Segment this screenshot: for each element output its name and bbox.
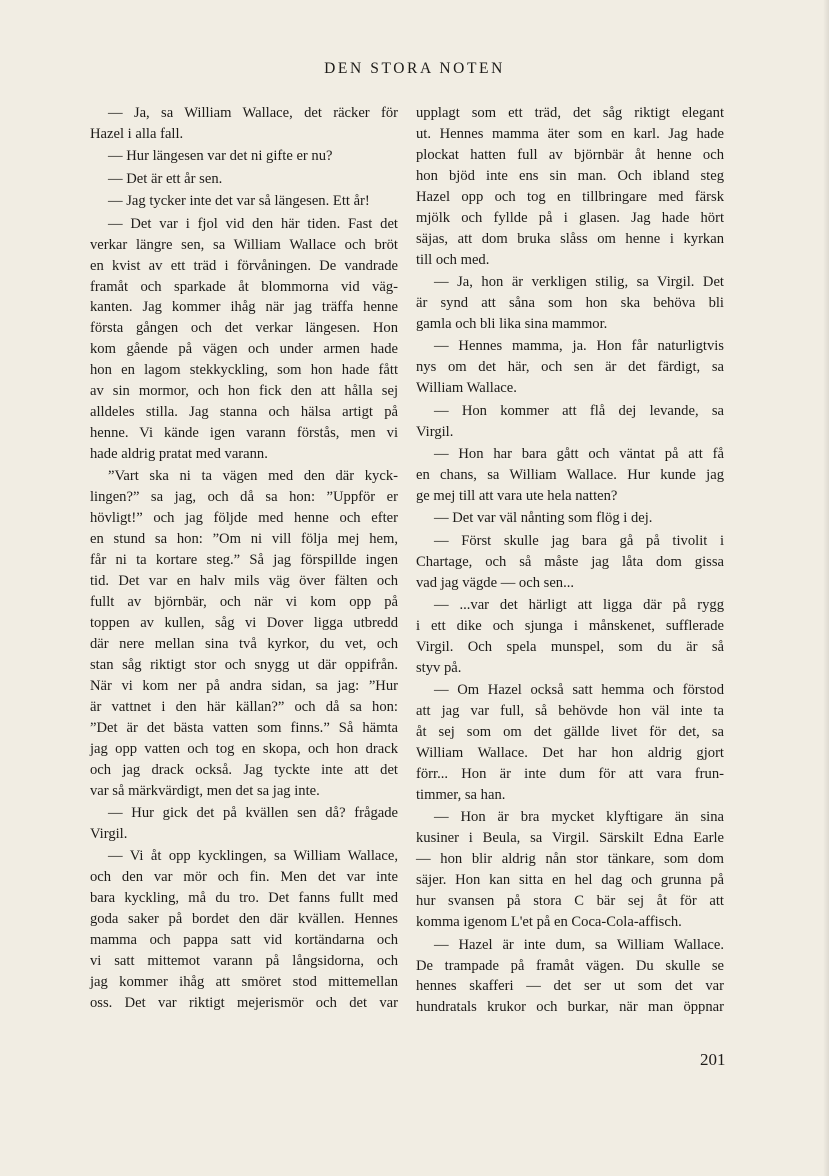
text-line: säjas, att dom bruka slåss om henne i kyrkan [416,230,724,247]
text-line: hövligt!” och jag följde med henne och efter [90,510,398,527]
text-line: tid. Det var en halv mils väg över fälten och [90,573,398,590]
text-line: är synd att såna som hon ska behöva bli [416,294,724,311]
text-line: och jag drack också. Jag tyckte inte att det [90,761,398,778]
text-line: var så märkvärdigt, men det sa jag inte. [90,782,320,799]
text-line: bara kyckling, må du tro. Det fanns fullt med [90,890,398,907]
text-line: kusiner i Beula, sa Virgil. Särskilt Edna Earle [416,830,724,847]
page-number: 201 [700,1050,726,1069]
text-line: Virgil. Och spela munspel, som du är så [416,638,724,655]
text-line: — Hazel är inte dum, sa William Wallace. [434,936,724,953]
text-line: och den var mör och fin. Men det var inte [90,869,398,886]
text-line: av sin mormor, och hon fick den att hålla sej [90,383,398,400]
text-line: en stund sa hon: ”Om ni vill följa mej hem, [90,531,398,548]
text-line: — Om Hazel också satt hemma och förstod [434,682,724,699]
text-line: William Wallace. [416,380,517,397]
text-line: kom gående på vägen och under armen hade [90,341,398,358]
left-text-column [90,103,398,1014]
text-line: jag opp vatten och tog en skopa, och hon drack [90,740,398,757]
text-line: hundratals krukor och burkar, när man öppnar [416,999,724,1016]
page-edge-shadow [823,0,829,1176]
text-line: Chartage, och så måste jag låta dom gissa [416,553,724,570]
text-line: ”Det är det bästa vatten som finns.” Så hämta [90,719,398,736]
text-line: i ett dike och sjunga i månskenet, sufflerade [416,618,724,634]
text-line: — Hon kommer att flå dej levande, sa [434,402,724,419]
text-line: — Hennes mamma, ja. Hon får naturligtvis [434,338,724,355]
text-line: första gången och det verkar längesen. Hon [90,320,398,337]
text-line: — ...var det härligt att ligga där på rygg [434,597,724,614]
text-line: hade aldrig pratat med varann. [90,446,268,462]
text-line: nys om det här, och sen är det färdigt, sa [416,359,724,376]
text-line: — Ja, sa William Wallace, det räcker för [108,105,398,121]
text-line: — Det är ett år sen. [108,170,223,187]
text-line: ”Vart ska ni ta vägen med den där kyck- [108,468,398,485]
text-line: där nere mellan sina två kyrkor, du vet, och [90,635,398,652]
text-line: — Det var i fjol vid den här tiden. Fast det [108,215,398,232]
text-line: styv på. [416,659,462,676]
text-line: toppen av kullen, såg vi Dover ligga utbredd [90,615,398,631]
text-line: att jag var full, så behövde hon väl inte ta [416,703,724,720]
running-head: DEN STORA NOTEN [324,60,505,77]
text-line: hennes skafferi — det ser ut som det var [416,978,724,995]
text-line: — Hur gick det på kvällen sen då? frågade [108,804,398,821]
text-line: ge mej till att vara ute hela natten? [416,487,618,504]
text-line: hon bjöd inte ens sin man. Och ibland steg [416,167,724,184]
text-line: Virgil. [416,423,454,440]
text-line: åt sej som om det gällde livet för det, sa [416,724,724,741]
text-line: upplagt som ett träd, det såg riktigt elegant [416,105,724,121]
text-line: vad jag vägde — och sen... [416,574,575,591]
text-line: — Hur längesen var det ni gifte er nu? [108,148,333,165]
text-line: säjer. Hon kan sitta en hel dag och grunna på [416,872,724,889]
text-line: gamla och bli lika sina mammor. [416,315,608,332]
text-line: hon en lagom stekkyckling, som hon hade fått [90,362,398,379]
text-line: plockat hatten full av björnbär åt henne och [416,146,724,163]
text-line: — Ja, hon är verkligen stilig, sa Virgil. Det [434,274,724,290]
text-line: fullt av björnbär, och när vi kom opp på [90,594,398,611]
text-line: — Vi åt opp kycklingen, sa William Wallace, [108,848,398,865]
text-line: förr... Hon är inte dum för att vara frun- [416,766,724,783]
text-line: ut. Hennes mamma äter som en karl. Jag hade [416,125,724,142]
text-line: Hazel opp och tog en tillbringare med färsk [416,188,724,205]
text-line: Virgil. [90,825,128,842]
text-line: lingen?” sa jag, och då sa hon: ”Uppför er [90,489,398,506]
text-line: komma igenom L'et på en Coca-Cola-affisch. [416,914,682,931]
text-line: vi satt mittemot varann på långsidorna, och [90,953,398,969]
text-line: jag kommer ihåg att smöret stod mittemellan [90,973,398,990]
text-line: henne. Vi kände igen varann förstås, men vi [90,425,398,442]
text-line: — Först skulle jag bara gå på tivolit i [434,532,724,549]
text-line: — hon blir aldrig nån stor tänkare, som dom [416,851,724,868]
text-line: När vi kom ner på andra sidan, sa jag: ”Hur [90,677,398,694]
text-line: — Hon har bara gått och väntat på att få [434,446,724,462]
text-line: De trampade på framåt vägen. Du skulle se [416,957,724,974]
text-line: — Det var väl nånting som flög i dej. [434,510,653,527]
text-line: timmer, sa han. [416,787,506,803]
text-line: — Hon är bra mycket klyftigare än sina [434,809,724,826]
text-line: mamma och pappa satt vid kortändarna och [90,932,398,949]
text-line: oss. Det var riktigt mejerismör och det var [90,994,398,1011]
text-line: mjölk och fyllde på i glasen. Jag hade hört [416,209,724,226]
text-line: stan såg riktigt stor och snygg ut där oppifrån. [90,656,398,673]
text-line: kanten. Jag kommer ihåg när jag träffa henne [90,299,398,316]
text-line: William Wallace. Det har hon aldrig gjort [416,745,724,762]
text-line: en chans, sa William Wallace. Hur kunde jag [416,466,724,483]
text-line: — Jag tycker inte det var så längesen. Ett år! [108,193,370,210]
text-line: får ni ta kortare steg.” Så jag förspillde ingen [90,552,398,569]
text-line: alldeles stilla. Jag stanna och hälsa artigt på [90,404,398,421]
text-line: Hazel i alla fall. [90,125,184,142]
text-line: är vattnet i den här källan?” och då sa hon: [90,698,398,715]
text-line: hur svansen på stora C bär sej åt för att [416,893,724,910]
text-line: verkar längre sen, sa William Wallace och bröt [90,236,398,253]
text-line: en kvist av ett träd i förvåningen. De vandrade [90,257,398,274]
text-line: framåt och sparkade åt blommorna vid väg- [90,278,398,295]
right-text-column [416,103,724,1018]
text-line: goda saker på bordet den där kvällen. Hennes [90,911,398,928]
text-line: till och med. [416,251,490,268]
